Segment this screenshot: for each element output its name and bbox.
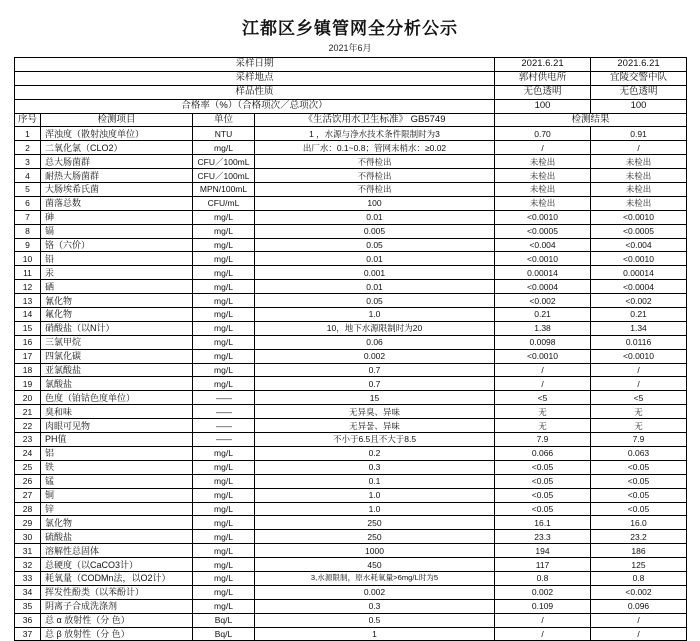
cell-no: 12 xyxy=(15,280,41,294)
table-row xyxy=(15,613,687,627)
cell-standard: 450 xyxy=(255,558,495,572)
cell-standard: 0.06 xyxy=(255,335,495,349)
cell-standard: 0.001 xyxy=(255,266,495,280)
cell-result-1: 0.8 xyxy=(495,571,591,585)
table-row-sample-property xyxy=(15,85,687,99)
cell-no: 24 xyxy=(15,446,41,460)
cell-unit: mg/L xyxy=(193,266,255,280)
table-row xyxy=(15,571,687,585)
cell-unit: MPN/100mL xyxy=(193,183,255,197)
cell-standard: 0.2 xyxy=(255,446,495,460)
table-row xyxy=(15,321,687,335)
cell-result-1: 1.38 xyxy=(495,321,591,335)
cell-standard: 10，地下水源限制时为20 xyxy=(255,321,495,335)
table-row xyxy=(15,308,687,322)
cell-item: 砷 xyxy=(41,210,193,224)
cell-result-1: 无 xyxy=(495,419,591,433)
cell-result-2: 0.00014 xyxy=(591,266,687,280)
cell-result-2: <0.0005 xyxy=(591,224,687,238)
cell-result-2: 无 xyxy=(591,419,687,433)
cell-unit: —— xyxy=(193,433,255,447)
cell-unit: mg/L xyxy=(193,280,255,294)
table-row-sampling-location xyxy=(15,71,687,85)
cell-unit: mg/L xyxy=(193,210,255,224)
cell-result-1: 0.0098 xyxy=(495,335,591,349)
cell-item: 铅 xyxy=(41,252,193,266)
cell-result-1: 未检出 xyxy=(495,196,591,210)
table-row xyxy=(15,238,687,252)
cell-standard: 0.7 xyxy=(255,363,495,377)
cell-result-2: 16.0 xyxy=(591,516,687,530)
cell-result-1: <0.0010 xyxy=(495,210,591,224)
cell-unit: mg/L xyxy=(193,141,255,155)
table-row xyxy=(15,141,687,155)
cell-no: 26 xyxy=(15,474,41,488)
cell-standard: 100 xyxy=(255,196,495,210)
cell-unit: mg/L xyxy=(193,544,255,558)
cell-result-2: 未检出 xyxy=(591,169,687,183)
cell-result-2: 23.2 xyxy=(591,530,687,544)
table-row xyxy=(15,558,687,572)
column-header-item: 检测项目 xyxy=(41,113,193,127)
table-body xyxy=(15,58,687,641)
cell-result-1: / xyxy=(495,613,591,627)
cell-result-1: <0.0005 xyxy=(495,224,591,238)
cell-item: 锰 xyxy=(41,474,193,488)
cell-result-1: 0.70 xyxy=(495,127,591,141)
table-row xyxy=(15,446,687,460)
cell-result-2: / xyxy=(591,627,687,641)
cell-unit: mg/L xyxy=(193,224,255,238)
cell-no: 29 xyxy=(15,516,41,530)
table-row xyxy=(15,474,687,488)
cell-result-2: <0.002 xyxy=(591,294,687,308)
cell-unit: NTU xyxy=(193,127,255,141)
column-header-result: 检测结果 xyxy=(495,113,687,127)
cell-no: 13 xyxy=(15,294,41,308)
value-sampling-date-1: 2021.6.21 xyxy=(495,58,591,72)
cell-item: 总硬度（以CaCO3计） xyxy=(41,558,193,572)
cell-result-2: <0.0010 xyxy=(591,210,687,224)
cell-item: 亚氯酸盐 xyxy=(41,363,193,377)
value-pass-rate-2: 100 xyxy=(591,99,687,113)
cell-no: 30 xyxy=(15,530,41,544)
cell-item: 菌落总数 xyxy=(41,196,193,210)
cell-result-2: 未检出 xyxy=(591,196,687,210)
cell-unit: Bq/L xyxy=(193,627,255,641)
cell-standard: 0.002 xyxy=(255,585,495,599)
label-sampling-location: 采样地点 xyxy=(15,71,495,85)
cell-unit: mg/L xyxy=(193,308,255,322)
table-row xyxy=(15,419,687,433)
cell-item: 总 α 放射性（分 色） xyxy=(41,613,193,627)
analysis-table xyxy=(14,57,687,641)
cell-result-1: 未检出 xyxy=(495,169,591,183)
cell-item: 耐热大肠菌群 xyxy=(41,169,193,183)
cell-result-2: / xyxy=(591,377,687,391)
cell-no: 6 xyxy=(15,196,41,210)
cell-result-1: 0.21 xyxy=(495,308,591,322)
cell-item: 镉 xyxy=(41,224,193,238)
cell-unit: mg/L xyxy=(193,321,255,335)
cell-result-1: / xyxy=(495,377,591,391)
cell-unit: CFU／100mL xyxy=(193,169,255,183)
table-row xyxy=(15,627,687,641)
cell-no: 4 xyxy=(15,169,41,183)
cell-unit: mg/L xyxy=(193,238,255,252)
table-row xyxy=(15,280,687,294)
cell-item: 总 β 放射性（分 色） xyxy=(41,627,193,641)
table-row xyxy=(15,169,687,183)
cell-standard: 1 xyxy=(255,627,495,641)
cell-result-2: <5 xyxy=(591,391,687,405)
cell-standard: 0.005 xyxy=(255,224,495,238)
cell-item: 阴离子合成洗涤剂 xyxy=(41,599,193,613)
cell-no: 37 xyxy=(15,627,41,641)
cell-result-2: / xyxy=(591,613,687,627)
cell-unit: mg/L xyxy=(193,377,255,391)
cell-result-2: 0.91 xyxy=(591,127,687,141)
cell-no: 36 xyxy=(15,613,41,627)
cell-item: 四氯化碳 xyxy=(41,349,193,363)
cell-result-2: <0.05 xyxy=(591,488,687,502)
cell-result-1: <5 xyxy=(495,391,591,405)
cell-standard: 1.0 xyxy=(255,308,495,322)
table-row xyxy=(15,502,687,516)
cell-result-1: <0.05 xyxy=(495,488,591,502)
cell-item: 铁 xyxy=(41,460,193,474)
cell-result-2: / xyxy=(591,363,687,377)
cell-result-2: 无 xyxy=(591,405,687,419)
cell-result-1: 23.3 xyxy=(495,530,591,544)
cell-no: 16 xyxy=(15,335,41,349)
table-row xyxy=(15,155,687,169)
cell-item: 大肠埃希氏菌 xyxy=(41,183,193,197)
cell-no: 28 xyxy=(15,502,41,516)
cell-no: 2 xyxy=(15,141,41,155)
cell-unit: CFU／100mL xyxy=(193,155,255,169)
cell-standard: 0.002 xyxy=(255,349,495,363)
cell-result-2: <0.05 xyxy=(591,474,687,488)
cell-result-2: 186 xyxy=(591,544,687,558)
cell-item: 肉眼可见物 xyxy=(41,419,193,433)
cell-no: 18 xyxy=(15,363,41,377)
cell-standard: 1000 xyxy=(255,544,495,558)
cell-result-1: <0.05 xyxy=(495,502,591,516)
cell-result-2: 1.34 xyxy=(591,321,687,335)
cell-item: 铜 xyxy=(41,488,193,502)
cell-unit: CFU/mL xyxy=(193,196,255,210)
cell-result-1: <0.002 xyxy=(495,294,591,308)
cell-result-2: / xyxy=(591,141,687,155)
cell-no: 20 xyxy=(15,391,41,405)
table-row-pass-rate xyxy=(15,99,687,113)
cell-no: 25 xyxy=(15,460,41,474)
cell-item: 氯化物 xyxy=(41,516,193,530)
cell-standard: 不得检出 xyxy=(255,169,495,183)
cell-no: 8 xyxy=(15,224,41,238)
cell-standard: 1.0 xyxy=(255,488,495,502)
cell-item: 氰化物 xyxy=(41,294,193,308)
cell-standard: 不得检出 xyxy=(255,183,495,197)
cell-result-2: <0.05 xyxy=(591,502,687,516)
cell-unit: mg/L xyxy=(193,446,255,460)
table-row xyxy=(15,363,687,377)
cell-item: 铝 xyxy=(41,446,193,460)
cell-unit: mg/L xyxy=(193,349,255,363)
cell-item: 二氧化氯（CLO2） xyxy=(41,141,193,155)
cell-no: 14 xyxy=(15,308,41,322)
cell-standard: 无异물、异味 xyxy=(255,419,495,433)
cell-no: 7 xyxy=(15,210,41,224)
cell-result-1: / xyxy=(495,363,591,377)
cell-unit: —— xyxy=(193,405,255,419)
cell-item: 汞 xyxy=(41,266,193,280)
cell-standard: 出厂水：0.1~0.8；管网末梢水：≥0.02 xyxy=(255,141,495,155)
table-row xyxy=(15,183,687,197)
cell-item: PH值 xyxy=(41,433,193,447)
cell-unit: mg/L xyxy=(193,558,255,572)
cell-result-1: / xyxy=(495,627,591,641)
cell-result-1: 未检出 xyxy=(495,183,591,197)
cell-no: 9 xyxy=(15,238,41,252)
page-title: 江都区乡镇管网全分析公示 xyxy=(242,19,458,38)
cell-item: 氯酸盐 xyxy=(41,377,193,391)
cell-result-1: 7.9 xyxy=(495,433,591,447)
column-header-unit: 单位 xyxy=(193,113,255,127)
cell-unit: mg/L xyxy=(193,516,255,530)
cell-item: 耗氧量（CODMn法，以O2计） xyxy=(41,571,193,585)
cell-standard: 0.05 xyxy=(255,294,495,308)
cell-result-2: <0.0004 xyxy=(591,280,687,294)
table-row xyxy=(15,210,687,224)
cell-item: 锌 xyxy=(41,502,193,516)
table-row xyxy=(15,391,687,405)
cell-item: 色度（铂钴色度单位） xyxy=(41,391,193,405)
cell-result-1: 16.1 xyxy=(495,516,591,530)
cell-no: 27 xyxy=(15,488,41,502)
page-subtitle: 2021年6月 xyxy=(328,43,372,53)
cell-no: 10 xyxy=(15,252,41,266)
cell-standard: 1.0 xyxy=(255,502,495,516)
cell-no: 31 xyxy=(15,544,41,558)
column-header-no: 序号 xyxy=(15,113,41,127)
cell-standard: 0.1 xyxy=(255,474,495,488)
cell-result-1: <0.0010 xyxy=(495,349,591,363)
cell-standard: 0.01 xyxy=(255,210,495,224)
cell-no: 23 xyxy=(15,433,41,447)
cell-item: 三氯甲烷 xyxy=(41,335,193,349)
value-sampling-date-2: 2021.6.21 xyxy=(591,58,687,72)
cell-item: 硝酸盐（以N计） xyxy=(41,321,193,335)
table-row xyxy=(15,294,687,308)
table-row xyxy=(15,224,687,238)
table-row-sampling-date xyxy=(15,58,687,72)
table-row xyxy=(15,349,687,363)
table-row xyxy=(15,266,687,280)
cell-no: 21 xyxy=(15,405,41,419)
cell-unit: mg/L xyxy=(193,599,255,613)
cell-standard: 1 ，水源与净水技术条件限制时为3 xyxy=(255,127,495,141)
cell-unit: mg/L xyxy=(193,252,255,266)
cell-result-1: <0.0004 xyxy=(495,280,591,294)
cell-no: 22 xyxy=(15,419,41,433)
cell-standard: 250 xyxy=(255,516,495,530)
table-row xyxy=(15,544,687,558)
cell-item: 溶解性总固体 xyxy=(41,544,193,558)
cell-result-2: 0.063 xyxy=(591,446,687,460)
cell-unit: mg/L xyxy=(193,335,255,349)
cell-result-2: 0.21 xyxy=(591,308,687,322)
cell-result-1: <0.004 xyxy=(495,238,591,252)
cell-result-1: 117 xyxy=(495,558,591,572)
table-row xyxy=(15,530,687,544)
cell-result-1: <0.05 xyxy=(495,474,591,488)
cell-result-2: 7.9 xyxy=(591,433,687,447)
label-sampling-date: 采样日期 xyxy=(15,58,495,72)
cell-unit: mg/L xyxy=(193,502,255,516)
table-row xyxy=(15,488,687,502)
table-row xyxy=(15,516,687,530)
cell-standard: 250 xyxy=(255,530,495,544)
cell-no: 19 xyxy=(15,377,41,391)
cell-item: 浑浊度（散射浊度单位） xyxy=(41,127,193,141)
table-row xyxy=(15,460,687,474)
column-header-standard: 《生活饮用水卫生标准》 GB5749 xyxy=(255,113,495,127)
cell-result-1: 0.066 xyxy=(495,446,591,460)
cell-standard: 0.3 xyxy=(255,599,495,613)
cell-result-2: 未检出 xyxy=(591,155,687,169)
cell-unit: —— xyxy=(193,391,255,405)
cell-result-2: 未检出 xyxy=(591,183,687,197)
table-row xyxy=(15,433,687,447)
table-header-row xyxy=(15,113,687,127)
cell-result-2: <0.0010 xyxy=(591,349,687,363)
cell-unit: Bq/L xyxy=(193,613,255,627)
cell-result-2: <0.004 xyxy=(591,238,687,252)
value-pass-rate-1: 100 xyxy=(495,99,591,113)
cell-unit: mg/L xyxy=(193,488,255,502)
cell-item: 氟化物 xyxy=(41,308,193,322)
cell-standard: 不小于6.5且不大于8.5 xyxy=(255,433,495,447)
cell-unit: mg/L xyxy=(193,474,255,488)
table-row xyxy=(15,585,687,599)
cell-no: 1 xyxy=(15,127,41,141)
cell-result-1: 0.109 xyxy=(495,599,591,613)
cell-no: 15 xyxy=(15,321,41,335)
cell-standard: 不得检出 xyxy=(255,155,495,169)
cell-standard: 无异臭、异味 xyxy=(255,405,495,419)
table-row xyxy=(15,599,687,613)
cell-unit: mg/L xyxy=(193,294,255,308)
label-sample-property: 样品性质 xyxy=(15,85,495,99)
cell-no: 11 xyxy=(15,266,41,280)
cell-no: 3 xyxy=(15,155,41,169)
cell-unit: mg/L xyxy=(193,363,255,377)
cell-result-1: 未检出 xyxy=(495,155,591,169)
cell-standard: 0.01 xyxy=(255,252,495,266)
cell-result-1: 无 xyxy=(495,405,591,419)
cell-standard: 0.01 xyxy=(255,280,495,294)
cell-no: 32 xyxy=(15,558,41,572)
cell-item: 挥发性酚类（以苯酚计） xyxy=(41,585,193,599)
cell-result-2: <0.05 xyxy=(591,460,687,474)
cell-no: 5 xyxy=(15,183,41,197)
value-sample-property-2: 无色透明 xyxy=(591,85,687,99)
cell-item: 硫酸盐 xyxy=(41,530,193,544)
cell-result-2: 0.0116 xyxy=(591,335,687,349)
table-row xyxy=(15,196,687,210)
cell-standard: 0.7 xyxy=(255,377,495,391)
cell-no: 34 xyxy=(15,585,41,599)
cell-result-2: <0.0010 xyxy=(591,252,687,266)
cell-result-1: 0.00014 xyxy=(495,266,591,280)
cell-item: 臭和味 xyxy=(41,405,193,419)
table-row xyxy=(15,377,687,391)
cell-result-2: <0.002 xyxy=(591,585,687,599)
cell-standard: 0.3 xyxy=(255,460,495,474)
cell-no: 33 xyxy=(15,571,41,585)
cell-result-2: 125 xyxy=(591,558,687,572)
cell-result-1: 194 xyxy=(495,544,591,558)
cell-standard: 0.5 xyxy=(255,613,495,627)
cell-no: 17 xyxy=(15,349,41,363)
cell-item: 硒 xyxy=(41,280,193,294)
cell-unit: mg/L xyxy=(193,585,255,599)
cell-unit: —— xyxy=(193,419,255,433)
cell-result-1: <0.05 xyxy=(495,460,591,474)
cell-standard: 3,水源限制，原水耗氧量>6mg/L时为5 xyxy=(255,571,495,585)
table-row xyxy=(15,335,687,349)
table-row xyxy=(15,127,687,141)
cell-unit: mg/L xyxy=(193,530,255,544)
cell-result-1: 0.002 xyxy=(495,585,591,599)
table-row xyxy=(15,405,687,419)
cell-no: 35 xyxy=(15,599,41,613)
label-pass-rate: 合格率（%）（合格项次／总项次） xyxy=(15,99,495,113)
value-sample-property-1: 无色透明 xyxy=(495,85,591,99)
cell-unit: mg/L xyxy=(193,460,255,474)
cell-result-2: 0.096 xyxy=(591,599,687,613)
value-sampling-location-1: 郭村供电所 xyxy=(495,71,591,85)
cell-standard: 15 xyxy=(255,391,495,405)
cell-result-1: <0.0010 xyxy=(495,252,591,266)
cell-result-2: 0.8 xyxy=(591,571,687,585)
cell-unit: mg/L xyxy=(193,571,255,585)
table-row xyxy=(15,252,687,266)
cell-standard: 0.05 xyxy=(255,238,495,252)
cell-result-1: / xyxy=(495,141,591,155)
cell-item: 铬（六价） xyxy=(41,238,193,252)
cell-item: 总大肠菌群 xyxy=(41,155,193,169)
value-sampling-location-2: 宜陵交警中队 xyxy=(591,71,687,85)
